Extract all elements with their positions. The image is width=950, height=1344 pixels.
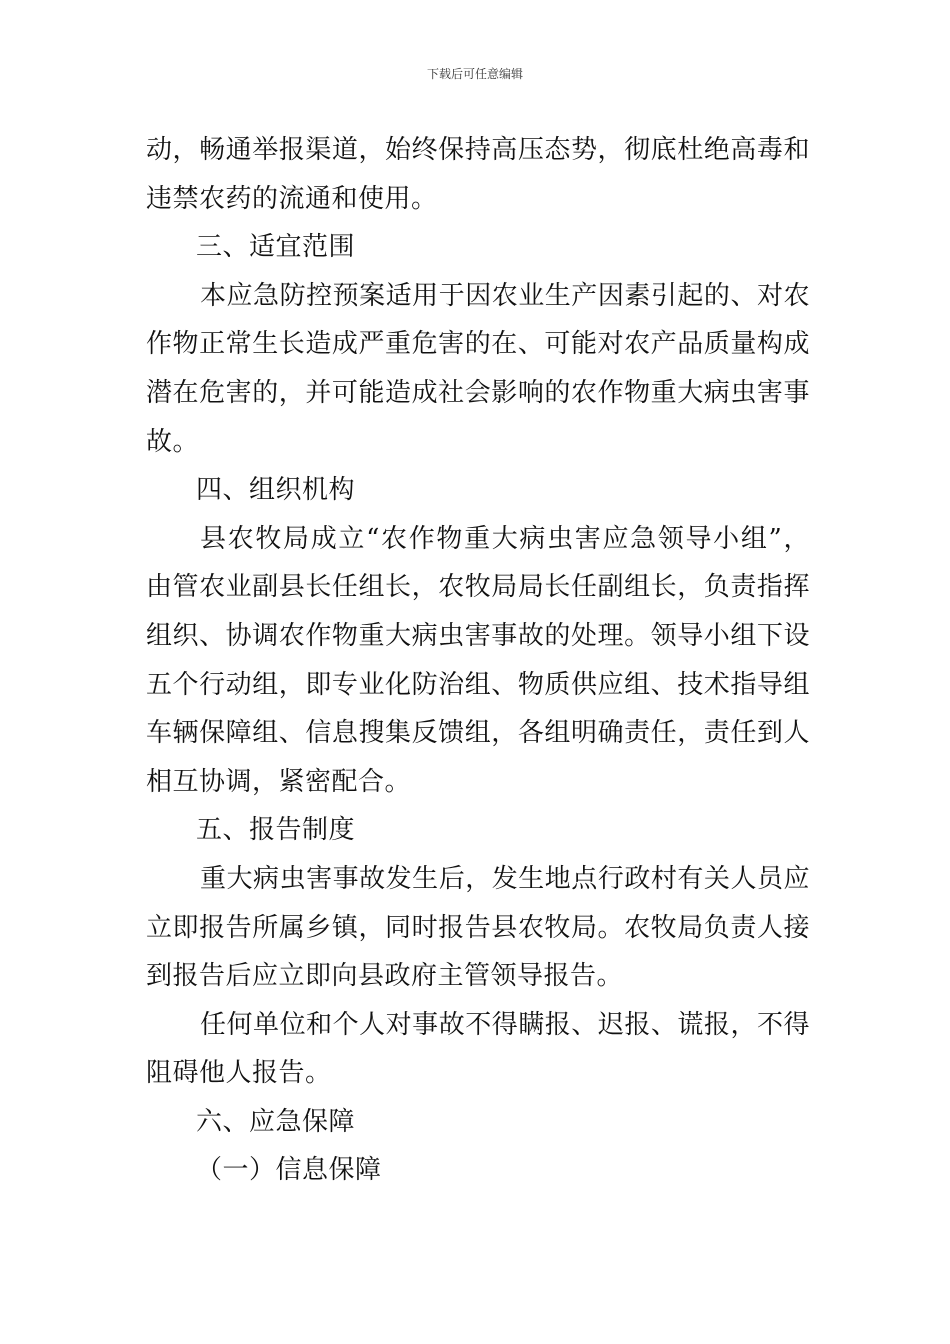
section-heading-reporting: 五、报告制度: [196, 815, 356, 846]
section-heading-emergency-support: 六、应急保障: [196, 1106, 356, 1137]
paragraph-reporting: 重大病虫害事故发生后，发生地点行政村有关人员应立即报告所属乡镇，同时报告县农牧局。农牧局负责人接到报告后应立即向县政府主管领导报告。: [146, 863, 810, 992]
document-body: [146, 126, 810, 1195]
header-note: 下载后可任意编辑: [426, 67, 523, 81]
paragraph-scope: 本应急防控预案适用于因农业生产因素引起的、对农作物正常生长造成严重危害的在、可能对农产品质量构成潜在危害的，并可能造成社会影响的农作物重大病虫害事故。: [146, 280, 810, 457]
section-heading-organization: 四、组织机构: [196, 475, 356, 506]
paragraph-continuation: 动，畅通举报渠道，始终保持高压态势，彻底杜绝高毒和违禁农药的流通和使用。: [146, 135, 810, 214]
section-heading-scope: 三、适宜范围: [196, 232, 356, 263]
subsection-heading-information: （一）信息保障: [196, 1155, 382, 1186]
paragraph-organization: 县农牧局成立“农作物重大病虫害应急领导小组”，由管农业副县长任组长，农牧局局长任副组长，负责指挥组织、协调农作物重大病虫害事故的处理。领导小组下设五个行动组，即专业化防治组、物质供应组、技术指导组车辆保障组、信息搜集反馈组，各组明确责任，责任到人相互协调，紧密配合。: [146, 523, 810, 797]
paragraph-reporting-rule: 任何单位和个人对事故不得瞒报、迟报、谎报，不得阻碍他人报告。: [146, 1009, 810, 1089]
